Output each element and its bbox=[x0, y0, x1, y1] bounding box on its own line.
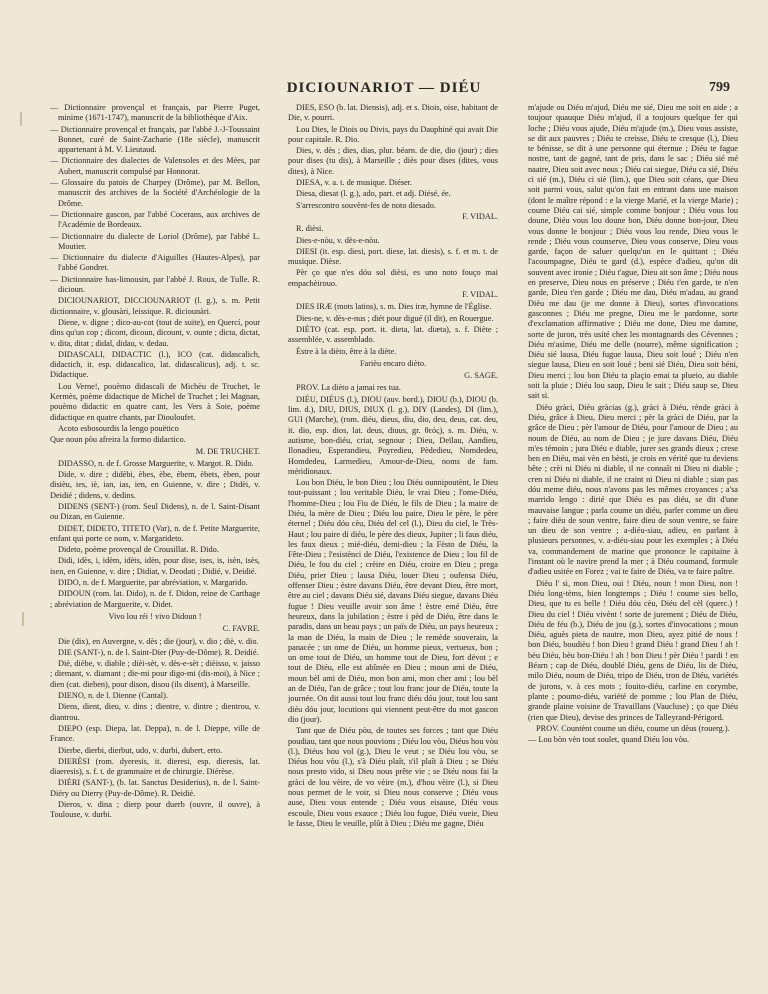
dictionary-entry: DIENO, n. de l. Dienne (Cantal). bbox=[58, 691, 168, 701]
dictionary-entry: PROV. La dièto a jamai res tua. bbox=[296, 383, 401, 393]
dictionary-entry: — Dictionnaire du dialecte de Loriol (Drôme), par l'abbé L. Moutier. bbox=[50, 231, 260, 251]
dictionary-entry: Vivo lou réi ! vivo Didoun ! bbox=[108, 611, 202, 621]
dictionary-entry: DIÈTO (cat. esp. port. it. dieta, lat. diæta), s. f. Diète ; assemblée, v. assemblado. bbox=[288, 324, 498, 345]
margin-mark bbox=[22, 612, 24, 626]
dictionary-entry: Dierbe, dierbi, dierbut, udo, v. durbi, dubert, erto. bbox=[58, 745, 223, 755]
dictionary-entry: G. SAGE. bbox=[464, 371, 498, 381]
dictionary-entry: — Dictionnaire gascon, par l'abbé Cocerans, aux archives de l'Académie de Bordeaux. bbox=[50, 209, 260, 230]
dictionary-entry: Pèr ço que n'es dóu sol dièsi, es uno noto fouço mai empachèirouo. bbox=[288, 268, 498, 288]
dictionary-entry: Diéu l' si, mon Dieu, oui ! Diéu, noun ! mon Dieu, non ! Diéu long-tèms, bien longtemps ; Diéu ! coume sies bello, Dieu, que tu es belle ! Diéu dóu cèu, Diéu del cèl (querc.) ! Dieu du ciel ! Diéu vivènt ! sorte de jurement ; Diéu de Diéu, Diéu de féu (b.), Diéu de jou (g.), sortes d'invocations ; moun Diéu, aguès pieta de nautre, mon Dieu, ayez pitié de nous ! bon Diéu, boudièu ! bon Dieu ! grand Diéu ! grand Dieu ! ah ! bèu Diéu, bèu bon-Diéu ! ah ! bon Dieu ! pèr Diéu ! pardi ! en Béarn ; cap de Diéu, doublé Diéu, gens de Diéu, lis de Diéu, milo Diéu, noum de Diéu, tripo de Diéu, tron de Diéu, variétés de jurons, v. à ces mots ; fouito-diéu, carline en corymbe, plante ; poumo-diéu, variété de pomme ; lou Plan de Diéu, grande plaine voisine de Travaillans (Vaucluse) ; ço que Diéu (rien que Dieu), devise des princes de Talleyrand-Périgord. bbox=[528, 578, 738, 722]
dictionary-entry: Dies, v. dès ; dies, dias, plur. béarn. de die, dio (jour) ; dies pour dises (tu dis), à Marseille ; diès pour dises (dites, vous dites), à Nice. bbox=[288, 146, 498, 176]
dictionary-entry: Diens, dient, dieu, v. dins ; dientre, v. dintre ; dientrou, v. diantrou. bbox=[50, 702, 260, 722]
dictionary-entry: S'arrescontro souvènt-fes de noto diesado. bbox=[296, 200, 436, 210]
dictionary-entry: DIDET, DIDETO, TITETO (Var), n. de f. Petite Marguerite, enfant qui porte ce nom, v. Margarideto. bbox=[50, 523, 260, 543]
dictionary-entry: — Lou bòn vèn tout soulet, quand Diéu lou vòu. bbox=[528, 735, 690, 745]
margin-mark bbox=[20, 112, 22, 126]
dictionary-entry: — Glossaire du patois de Charpey (Drôme), par M. Bellon, manuscrit des archives de la Société d'Archéologie de la Drôme. bbox=[50, 178, 260, 208]
dictionary-entry: Diesa, diesat (l. g.), ado, part. et adj. Diésé, ée. bbox=[296, 189, 451, 199]
dictionary-entry: Dideto, poème provençal de Crousillat. R. Dido. bbox=[58, 545, 219, 555]
dictionary-entry: R. dièsi. bbox=[296, 224, 324, 234]
dictionary-entry: DIDOUN (rom. lat. Dido), n. de f. Didon, reine de Carthage ; abréviation de Marguerite, v. Didet. bbox=[50, 589, 260, 609]
column-1 bbox=[50, 103, 260, 983]
dictionary-entry: Tant que de Diéu pòu, de toutes ses forces ; tant que Diéu poudiau, tant que nous pouvions ; Diéu lou vòu, Diéus hou vòu (l.), Diéus hou vol (g.), Dieu le veut ; se Diéu lou vòu, se Diéus hou vòu (l.), s'à Diéu plaît, s'il plaît à Dieu ; se Diéu nous presto vido, si Dieu nous prête vie ; se Diéu nous fai la gràci de lou vèire, de vo vèire (m.), d'hou vèire (l.), si Dieu nous permet de le voir, si Dieu nous conserve ; Diéu vous ause, Dieu vous entende ; Diéu vous eisause, Diéu vous escoule, Dieu vous exauce ; Diéu lou fugue, Diéu vueie, Dieu le fasse, Dieu le veuille, plût à Dieu ; Diéu me gagne, Diéu bbox=[288, 726, 498, 828]
dictionary-entry: Diè, dièbe, v. diable ; dièi-sèt, v. dès-e-sèt ; dièisso, v. jaisso ; diemant, v. diamant ; die-mi pour digo-mi (dis-moi), à Nice ; dien (cat. dieben), pour dison, disou (ils disent), à Marseille. bbox=[50, 659, 260, 689]
dictionary-entry: — Dictionnaire bas-limousin, par l'abbé J. Roux, de Tulle. R. dicioun. bbox=[50, 274, 260, 295]
dictionary-entry: DIERÈSI (rom. dyeresis, it. dieresi, esp. dieresis, lat. diaeresis), s. f. t. de grammaire et de chirurgie. Diérèse. bbox=[50, 756, 260, 777]
dictionary-entry: Diene, v. digne ; dico-au-cot (tout de suite), en Quercí, pour dins qu'un cop ; dicont, dicoun, dicount, v. ounte ; dicta, dictat, v. dita, ditat ; didal, didau, v. dedau. bbox=[50, 317, 260, 348]
dictionary-entry: Dieros, v. dina ; dierp pour duerb (ouvre, il ouvre), à Toulouse, v. durbi. bbox=[50, 800, 260, 820]
dictionary-entry: DIES IRÆ (mots latins), s. m. Dies iræ, hymne de l'Église. bbox=[296, 302, 492, 312]
dictionary-entry: — Dictionnaire provençal et français, par Pierre Puget, minime (1671-1747), manuscrit de la bibliothèque d'Aix. bbox=[50, 103, 260, 123]
dictionary-entry: F. VIDAL. bbox=[462, 290, 498, 300]
dictionary-entry: DIDASSO, n. de f. Grosse Marguerite, v. Margot. R. Dido. bbox=[58, 458, 254, 468]
dictionary-entry: — Dictionnaire du dialecte d'Aiguilles (Hautes-Alpes), par l'abbé Gondret. bbox=[50, 253, 260, 273]
dictionary-entry: DIDENS (SENT-) (rom. Seul Didens), n. de l. Saint-Disant ou Dizan, en Guienne. bbox=[50, 501, 260, 522]
dictionary-entry: Que noun pòu afreira la formo didactico. bbox=[50, 435, 186, 445]
dictionary-entry: DIEPO (esp. Diepa, lat. Deppa), n. de l. Dieppe, ville de France. bbox=[50, 723, 260, 744]
dictionary-entry: Lou Dies, le Diois ou Divis, pays du Dauphiné qui avait Die pour capitale. R. Dio. bbox=[288, 124, 498, 144]
dictionary-entry: Dies-ne, v. dès-e-nus ; diét pour digué (il dit), en Rouergue. bbox=[296, 313, 494, 323]
running-header: DICIOUNARIOT — DIÉU bbox=[286, 80, 482, 96]
dictionary-entry: Diéu gràci, Diéu gràcias (g.), gràci à Diéu, rènde gràci à Diéu, grâce à Dieu, Dieu merci ; pèr la gràci de Diéu, par la grâce de Dieu ; pèr l'amour de Diéu, pour l'amour de Dieu ; au noum de Diéu, au nom de Dieu ; je jure davans Diéu, Diéu m'es témoin ; jura Diéu e diable, jurer ses grands dieux ; crese ben en Diéu, mai vèn en bèsti, je crois en vérité que tu deviens bête ; crèi ni Diéu ni diable, il ne connaît ni Dieu ni diable ; cren ni Diéu ni diable, il ne craint ni Dieu ni diable ; sian pas dóu meme diéu, nous n'avons pas les mêmes croyances ; a'sa marrido lengo : dirié que Diéu es pas diéu, se dit d'une mauvaise langue ; parla coume un diéu, parler comme un dieu ; faire diéu de soun ventre, faire dieu de soun ventre, se faire un dieu de son ventre ; a-diéu-siau, adieu, en parlant à plusieurs personnes, v. a-diéu-siau pour les exemples ; à Diéu va, commandement de marine que prononce le capitaine à l'instant où le navire prend la mer ; à Diéu coumand, formule d'adieu usitée en Forez ; vai te faire de Diéu, va te faire paître. bbox=[528, 402, 738, 577]
dictionary-entry: Didi, idès, i, idèm, idèts, idèn, pour dise, ises, is, isèn, isès, isen, en Guienne, v. dire ; Didiat, v. Deodati ; Didié, v. Deidié. bbox=[50, 556, 260, 576]
dictionary-entry: Lou Verne!, pouèmo didascali de Michèu de Truchet, le Kermès, poème didactique de Michel de Truchet ; lei Magnan, pouèmo didactic en quatre cant, les Vers à Soie, poème didactique en quatre chants, par Diouloufet. bbox=[50, 381, 260, 422]
dictionary-entry: — Dictionnaire provençal et français, par l'abbé J.-J-Toussaint Bonnet, curé de Saint-Zacharie (18e siècle), manuscrit appartenant à M. V. Lieutaud. bbox=[50, 124, 260, 155]
dictionary-entry: Dies-e-nòu, v. dès-e-nòu. bbox=[296, 235, 380, 245]
dictionary-entry: DIDASCALI, DIDACTIC (l.), ICO (cat. didascalich, didactich, it. esp. didascalico, lat. didascalicus), adj. t. sc. Didactique. bbox=[50, 349, 260, 380]
dictionary-entry: Acoto esbosourdis la lengo pouëtico bbox=[58, 423, 179, 433]
column-2 bbox=[288, 103, 498, 983]
dictionary-entry: DIE (SANT-), n. de l. Saint-Dier (Puy-de-Dôme). R. Deidié. bbox=[58, 647, 259, 657]
dictionary-entry: DIESI (it. esp. diesi, port. diese, lat. diesis), s. f. et m. t. de musique. Dièse. bbox=[288, 246, 498, 267]
column-3 bbox=[528, 103, 738, 983]
dictionary-entry: Èstre à la dièto, être à la diète. bbox=[296, 346, 397, 356]
dictionary-entry: F. VIDAL. bbox=[462, 211, 498, 221]
dictionary-entry: DIDO, n. de f. Marguerite, par abréviation, v. Margarido. bbox=[58, 578, 248, 588]
dictionary-entry: C. FAVRE. bbox=[222, 624, 260, 634]
dictionary-entry: PROV. Countènt coume un diéu, coume un dèus (rouerg.). bbox=[536, 723, 730, 733]
dictionary-entry: DICIOUNARIOT, DICCIOUNARIOT (l. g.), s. m. Petit dictionnaire, v. glousàri, leissique. R. diciounàri. bbox=[50, 296, 260, 316]
page-number: 799 bbox=[709, 80, 730, 95]
dictionary-entry: Farièu encaro dièto. bbox=[359, 358, 427, 368]
dictionary-entry: Dide, v. dire ; didèbi, èbes, èbe, èbem, èbets, èben, pour disièu, ies, iè, ian, ias, ien, en Guienne, v. dire ; Didèi, v. Deidié ; didens, v. dedins. bbox=[50, 470, 260, 500]
dictionary-entry: DIES, ESO (b. lat. Diensis), adj. et s. Diois, oise, habitant de Die, v. pourri. bbox=[288, 103, 498, 123]
dictionary-entry: Lou bon Diéu, le bon Dieu ; lou Diéu ounnipoutènt, le Dieu tout-puissant ; lou veritable Diéu, le vrai Dieu ; l'ome-Diéu, l'homme-Dieu ; lou Fiu de Diéu, le fils de Dieu ; la maire de Diéu, la mère de Dieu ; Diéu lou paire, Dieu le père, le père éternel ; Diéu dóu cèu, Diéu del cel (l.), Dieu du ciel, le Très-Haut ; lou paire di diéu, le père des dieux, Jupiter ; li faus diéu, les faux dieux ; mié-diéu, demi-dieu ; la Fèsto de Diéu, la Fête-Dieu ; l'esistènci de Diéu, l'existence de Dieu ; lou fil de Diéu, le fou du ciel ; crèire en Diéu, croire en Dieu ; prega Diéu, prier Dieu ; lausa Diéu, louer Dieu ; oufensa Diéu, offenser Dieu ; èstre davans Diéu, être devant Dieu, être mort, être au ciel ; davans Diéu sié, davans Diéu siegue, davans Diéu fugue ! Dieu veuille avoir son âme ! èstre emé Diéu, être heureux, dans la jubilation ; èstre i pèd de Diéu, être dans le paradis, dans un beau pays ; un païs de Diéu, un pays heureux ; la man de Diéu, la main de Dieu ; le remède souverain, la panacée ; un ome de Diéu, un homme pieux, vertueux, bon ; un ome tout de Diéu, un homme tout de Dieu, fort dévot ; e tout de Diéu, elle est abîmée en Dieu ; moun ami de Diéu, moun bèl ami de Diéu, mon bon ami, mon cher ami ; lou bèl an de Diéu, l'an de grâce ; tout lou franc jour de Diéu, toute la journée. On dit aussi tout lou franc diéu dóu jour, tout lou sant diéu dóu jour, locutions qui viennent peut-être du mot gascon dio (jour). bbox=[288, 478, 498, 724]
dictionary-entry: DIESA, v. a. t. de musique. Diéser. bbox=[296, 178, 413, 188]
dictionary-entry: DIÉU, DIÉUS (l.), DIOU (auv. bord.), DIOU (b.), DIOU (b. lim. d.), DIU, DIUS, DIUX (l. g.), DIY (Landes), DI (lim.), GUI (Marche), (rom. diéu, dieus, diu, dio, deu, deus, cat. deu, it. dio, esp. dios, lat. deus, diuus, gr. θεός), s. m. Diéu, v. autisme, bon-diéu, criat, segnour ; Dieu, Deïlau, Aandieu, Ilonadieu, Esperandieu, Poyredieu, Pèdedieu, Nomdedeu, Homdedeu, Larmedieu, Amour-de-Dieu, noms de fam. méridionaux. bbox=[288, 394, 498, 476]
dictionary-entry: Die (dix), en Auvergne, v. dès ; die (jour), v. dio ; diè, v. dio. bbox=[58, 636, 259, 646]
dictionary-entry: M. DE TRUCHET. bbox=[195, 446, 260, 456]
dictionary-entry: — Dictionnaire des dialectes de Valensoles et des Mées, par Aubert, manuscrit compulsé par Honnorat. bbox=[50, 156, 260, 176]
dictionary-entry: DIÉRI (SANT-), (b. lat. Sanctus Desiderius), n. de l. Saint-Diéry ou Dierry (Puy-de-Dôme). R. Deidié. bbox=[50, 778, 260, 798]
dictionary-entry: m'ajude ou Diéu m'ajud, Diéu me sié, Dieu me soit en aide ; a toujour quauque Diéu m'ajud, il a toujours quelque fer qui loche ; Diéu vous ajude, Diéu m'ajude (m.), Dieu vous assiste, se dit aux pauvres ; Diéu te creisse, Diéu te cresque (l.), Dieu te bénisse, se dit à une personne qui éternue ; Diéu te fague nostre, tant de gagné, tant de pris, dans le sac ; Diéu sié mé naatre, Dieu soit avec nous ; Diéu cai siegue, Diéu ca sié, Diéu ci sié (m.), Diéu ci siè (lim.), que Dieu soit céans, que Dieu soit parmi vous, salut qu'on fait en entrant dans une maison (dont le maître répond : e la vierge Marié, et la vierge Marie) ; coume Diéu cai sié, simple comme bonjour ; Diéu vous lou doune, Diéu vous lou doune bon, Diéu donne bon-jour, Dieu vous donne le bonjour ; Diéu vous lou rende, Dieu vous le rende ; Diéu vous counserve, Dieu vous conserve, Dieu vous garde, façon de saluer quelqu'un en le quittant ; Diéu l'acoumpagne, Diéu te gard (d.), espèce d'adieu, qu'on dit souvent avec ironie ; Diéu t'ague, Dieu ait son âme ; Diéu nous en preserve, Dieu nous en préserve ; Diéu t'en garde, te n'en garde, Dieu t'en garde ; Diéu me dau, Diéu m'adau, au grand Diéu me dau (je me donne à Dieu), sortes d'invocations gasconnes ; Diéu me pregne, Dieu me le pardonne, sorte d'exclamation affirmative ; Diéu me done, Dieu me damne, sorte de juron, très usité chez les montagnards des Cévennes ; Diéu m'asime, Diéu me delle (nourre), même signification ; Diéu sié lausa, Diéu fugue lausa, Dieu soit loué ; Diéu n'en siegue lausa, Dieu en soit loué ; beni sié Diéu, Dieu soit béni, Dieu merci ; lou bon Diéu ta plaçio emai ta plueio, au diable soit la pluie ; Diéu lou saup, Dieu le sait ; Diéu saup se, Dieu sait si. bbox=[528, 103, 738, 401]
